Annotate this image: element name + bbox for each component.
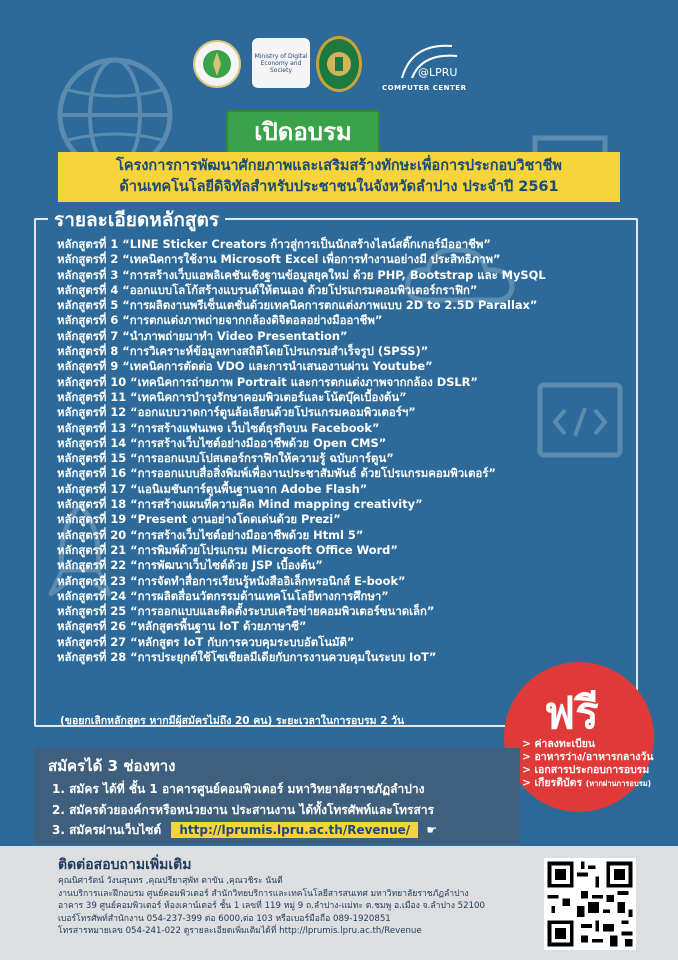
course-item: หลักสูตรที่ 2 “เทคนิคการใช้งาน Microsoft Excel เพื่อการทำงานอย่างมี ประสิทธิภาพ” [57,252,501,267]
register-url-link[interactable]: http://lprumis.lpru.ac.th/Revenue/ [171,822,418,838]
free-badge [504,662,654,812]
register-way-2: 2. สมัครด้วยองค์กรหรือหน่วยงาน ประสานงาน ได้ทั้งโทรศัพท์และโทรสาร [52,803,435,817]
course-item: หลักสูตรที่ 28 “การประยุกต์ใช้โซเชียลมีเดียกับการงานควบคุมในระบบ IoT” [57,650,437,665]
register-panel [34,748,520,844]
course-item: หลักสูตรที่ 13 “การสร้างแฟนเพจ เว็บไซต์ธุรกิจบน Facebook” [57,420,380,435]
register-way-3 [52,821,437,840]
register-way-1: 1. สมัคร ได้ที่ ชั้น 1 อาคารศูนย์คอมพิวเตอร์ มหาวิทยาลัยราชภัฏลำปาง [52,782,425,796]
course-item: หลักสูตรที่ 23 “การจัดทำสื่อการเรียนรู้หนังสืออิเล็กทรอนิกส์ E-book” [57,573,406,588]
logo-bar [0,36,678,96]
pointer-hand-icon: ☛ [426,823,438,837]
open-training-banner: เปิดอบรม [226,110,380,154]
register-way-3-label: 3. สมัครผ่านเว็บไซต์ [52,823,162,837]
course-list [57,237,637,665]
course-item: หลักสูตรที่ 22 “การพัฒนาเว็บไซต์ด้วย JSP เบื้องต้น” [57,558,323,573]
course-item: หลักสูตรที่ 12 “ออกแบบวาดการ์ตูนล้อเลียนด้วยโปรแกรมคอมพิวเตอร์ฯ” [57,405,416,420]
course-item: หลักสูตรที่ 8 “การวิเคราะห์ข้อมูลทางสถิติโดยโปรแกรมสำเร็จรูป (SPSS)” [57,344,429,359]
ministry-logo [252,38,310,88]
contact-line: อาคาร 39 ศูนย์คอมพิวเตอร์ ห้องเคาน์เตอร์ ชั้น 1 เลขที่ 119 หมู่ 9 ถ.ลำปาง-แม่ทะ ต.ชมพู อ.เมือง จ.ลำปาง 52100 [58,901,485,912]
computer-center-label: COMPUTER CENTER [382,84,467,92]
svg-text:@LPRU: @LPRU [418,66,458,79]
course-item: หลักสูตรที่ 24 “การผลิตสื่อนวัตกรรมด้านเทคโนโลยีทางการศึกษา” [57,588,389,603]
courses-title-text: รายละเอียดหลักสูตร [54,209,220,231]
course-item: หลักสูตรที่ 14 “การสร้างเว็บไซต์อย่างมืออาชีพด้วย Open CMS” [57,435,387,450]
course-note: (ขอยกเลิกหลักสูตร หากมีผู้สมัครไม่ถึง 20 คน) ระยะเวลาในการอบรม 2 วัน [60,715,405,727]
course-item: หลักสูตรที่ 15 “การออกแบบโปสเตอร์กราฟิกให้ความรู้ ฉบับการ์ตูน” [57,451,394,466]
courses-title [48,205,225,235]
course-item: หลักสูตรที่ 11 “เทคนิคการบำรุงรักษาคอมพิวเตอร์และโน้ตบุ๊คเบื้องต้น” [57,389,407,404]
course-item: หลักสูตรที่ 20 “การสร้างเว็บไซต์อย่างมืออาชีพด้วย Html 5” [57,527,364,542]
contact-footer [0,846,678,960]
free-items [522,738,653,790]
certificate-note: (หากผ่านการอบรม) [585,779,652,788]
free-title: ฟรี [544,688,599,739]
free-item: > อาหารว่าง/อาหารกลางวัน [522,751,654,763]
course-item: หลักสูตรที่ 4 “ออกแบบโลโก้สร้างแบรนด์ให้ตนเอง ด้วยโปรแกรมคอมพิวเตอร์กราฟิก” [57,282,478,297]
course-item: หลักสูตรที่ 3 “การสร้างเว็บแอพลิเคชันเชิงฐานข้อมูลยุคใหม่ ด้วย PHP, Bootstrap และ MySQL [57,267,546,282]
course-item: หลักสูตรที่ 1 “LINE Sticker Creators ก้าวสู่การเป็นนักสร้างไลน์สติ๊กเกอร์มืออาชีพ” [57,237,491,251]
ministry-logo-text: Ministry of Digital Economy and Society [254,52,308,74]
contact-line: งานบริการและฝึกอบรม ศูนย์คอมพิวเตอร์ สำนักวิทยบริการและเทคโนโลยีสารสนเทศ มหาวิทยาลัยราชภัฏลำปาง [58,888,469,899]
free-item: > ค่าลงทะเบียน [522,738,596,750]
free-item [522,777,653,790]
course-item: หลักสูตรที่ 19 “Present งานอย่างโดดเด่นด้วย Prezi” [57,512,341,527]
course-item: หลักสูตรที่ 26 “หลักสูตรพื้นฐาน IoT ด้วยภาษาซี” [57,619,307,634]
course-item: หลักสูตรที่ 5 “การผลิตงานพรีเซ็นเตชั่นด้วยเทคนิคการตกแต่งภาพแบบ 2D to 2.5D Parallax” [57,298,538,313]
contact-lines [58,875,485,938]
course-item: หลักสูตรที่ 21 “การพิมพ์ด้วยโปรแกรม Microsoft Office Word” [57,542,398,557]
course-item: หลักสูตรที่ 9 “เทคนิคการตัดต่อ VDO และการนำเสนองานผ่าน Youtube” [57,359,433,374]
project-title [58,152,620,202]
course-item: หลักสูตรที่ 10 “เทคนิคการถ่ายภาพ Portrait และการตกแต่งภาพจากกล้อง DSLR” [57,374,478,389]
university-seal-logo [316,36,362,92]
project-title-line2: ด้านเทคโนโลยีดิจิทัลสำหรับประชาชนในจังหวัดลำปาง ประจำปี 2561 [119,179,559,195]
register-title: สมัครได้ 3 ช่องทาง [48,757,176,775]
course-item: หลักสูตรที่ 25 “การออกแบบและติดตั้งระบบเครือข่ายคอมพิวเตอร์ขนาดเล็ก” [57,604,435,619]
ministry-emblem-logo [193,40,241,88]
contact-line: โทรสารหมายเลข 054-241-022 ดูรายละเอียดเพิ่มเติมได้ที่ http://lprumis.lpru.ac.th/Revenue [58,926,422,937]
computer-center-logo [382,38,474,92]
course-item: หลักสูตรที่ 16 “การออกแบบสื่อสิ่งพิมพ์เพื่องานประชาสัมพันธ์ ด้วยโปรแกรมคอมพิวเตอร์” [57,466,496,481]
free-item-certificate: > เกียรติบัตร [522,777,583,789]
contact-line: คุณนิศารัตน์ วังนสุนทร ,คุณปรียาสุพัท ตาขัน ,คุณวชิระ นันตี [58,876,283,886]
course-item: หลักสูตรที่ 27 “หลักสูตร IoT กับการควบคุมระบบอัตโนมัติ” [57,634,355,649]
free-item: > เอกสารประกอบการอบรม [522,764,650,776]
course-item: หลักสูตรที่ 7 “นำภาพถ่ายมาทำ Video Presentation” [57,328,348,343]
course-item: หลักสูตรที่ 18 “การสร้างแผนที่ความคิด Mind mapping creativity” [57,497,423,512]
contact-line: เบอร์โทรศัพท์สำนักงาน 054-237-399 ต่อ 6000,ต่อ 103 หรือเบอร์มือถือ 089-1920851 [58,913,391,924]
contact-title: ติดต่อสอบถามเพิ่มเติม [58,857,192,873]
qr-code-icon[interactable] [544,858,636,950]
course-item: หลักสูตรที่ 6 “การตกแต่งภาพถ่ายจากกล้องดิจิตอลอย่างมืออาชีพ” [57,313,383,328]
project-title-line1: โครงการการพัฒนาศักยภาพและเสริมสร้างทักษะเพื่อการประกอบวิชาชีพ [116,158,562,174]
course-item: หลักสูตรที่ 17 “แอนิเมชันการ์ตูนพื้นฐานจาก Adobe Flash” [57,481,368,496]
